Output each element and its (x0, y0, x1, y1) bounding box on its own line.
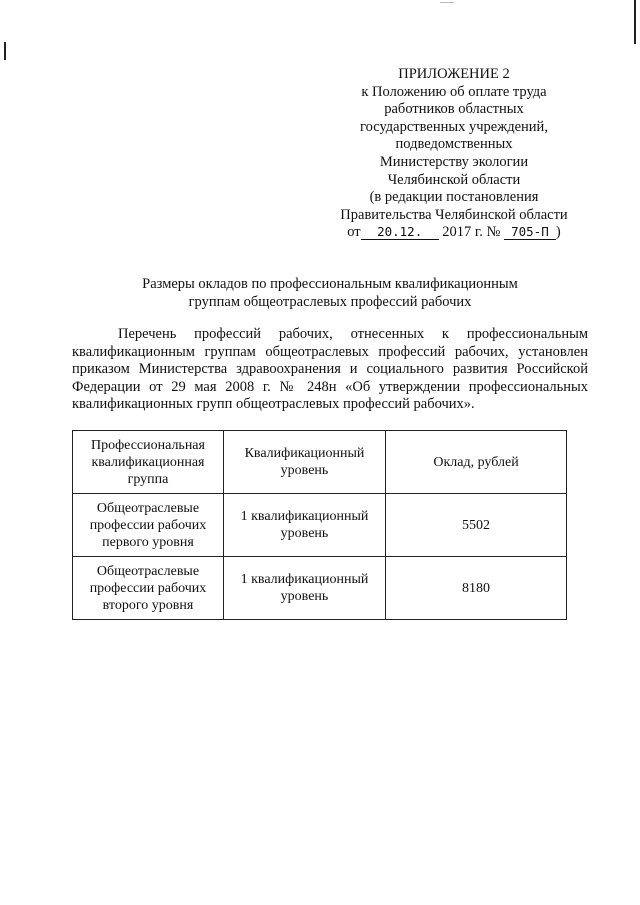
header-salary: Оклад, рублей (386, 431, 567, 494)
salary-table (72, 430, 567, 620)
cell-level: 1 квалификационный уровень (223, 494, 385, 557)
date-prefix: от (347, 224, 361, 241)
resolution-date: 20.12. (361, 224, 439, 240)
scan-edge-mark (634, 0, 636, 44)
table-header-row (73, 431, 567, 494)
document-title (100, 276, 560, 311)
appendix-line: работников областных (384, 101, 524, 118)
appendix-line: Министерству экологии (379, 153, 529, 170)
title-line: группам общеотраслевых профессий рабочих (188, 293, 472, 310)
body-paragraph: Перечень профессий рабочих, отнесенных к профессиональным квалификационным группам общеотраслевых профессий рабочих, установлен приказом Министерства здравоохранения и социального развития Российской Федерации от 29 мая 2008 г. № 248н «Об утверждении профессиональных квалификационных групп общеотраслевых профессий рабочих». (72, 326, 588, 413)
appendix-header (320, 66, 588, 242)
cell-salary: 8180 (386, 557, 567, 620)
appendix-title: ПРИЛОЖЕНИЕ 2 (398, 66, 510, 82)
resolution-date-line (320, 224, 588, 242)
appendix-line: Челябинской области (387, 171, 521, 188)
scan-edge-mark (440, 2, 454, 3)
cell-salary: 5502 (386, 494, 567, 557)
cell-group: Общеотраслевые профессии рабочих первого уровня (73, 494, 224, 557)
appendix-line: подведомственных (395, 136, 513, 153)
cell-group: Общеотраслевые профессии рабочих второго уровня (73, 557, 224, 620)
title-line: Размеры окладов по профессиональным квалификационным (142, 276, 518, 292)
appendix-line: (в редакции постановления (369, 189, 539, 206)
table-row (73, 557, 567, 620)
closing-paren: ) (555, 224, 561, 241)
header-level: Квалификационный уровень (223, 431, 385, 494)
cell-level: 1 квалификационный уровень (223, 557, 385, 620)
resolution-number: 705-П (504, 224, 556, 240)
appendix-line: государственных учреждений, (360, 118, 548, 135)
scan-edge-mark (4, 42, 6, 60)
table-row (73, 494, 567, 557)
appendix-line: Правительства Челябинской области (340, 206, 568, 223)
appendix-line: к Положению об оплате труда (361, 83, 547, 100)
resolution-year: 2017 г. № (442, 224, 501, 241)
header-group: Профессиональная квалификационная группа (73, 431, 224, 494)
